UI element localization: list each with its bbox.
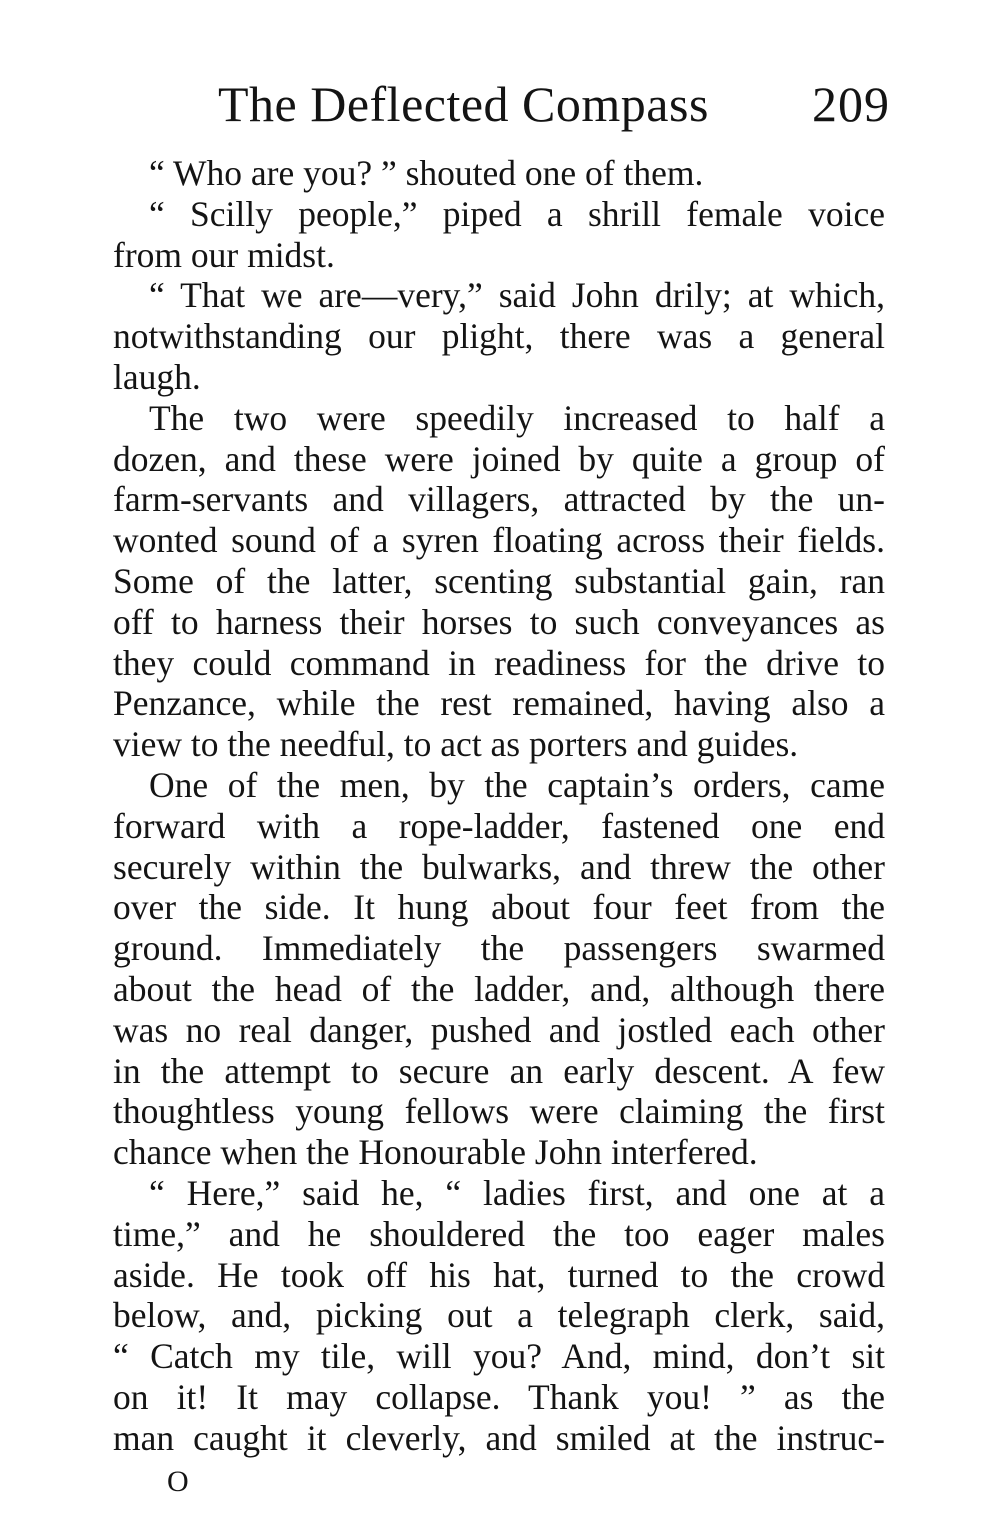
text-line: in the attempt to secure an early descent. A few [113, 1050, 885, 1091]
text-line: “ Here,” said he, “ ladies first, and one at a [149, 1172, 885, 1213]
text-line: farm-servants and villagers, attracted by the un- [113, 479, 885, 520]
text-line: was no real danger, pushed and jostled each other [113, 1009, 885, 1050]
text-line: notwithstanding our plight, there was a general [113, 316, 885, 357]
signature-mark: O [167, 1465, 189, 1498]
text-line: Some of the latter, scenting substantial gain, ran [113, 560, 885, 601]
text-line: time,” and he shouldered the too eager males [113, 1213, 885, 1254]
text-line: “ Who are you? ” shouted one of them. [149, 153, 704, 193]
text-line: One of the men, by the captain’s orders, came [149, 764, 885, 805]
text-line: man caught it cleverly, and smiled at the instruc- [113, 1417, 885, 1458]
text-line: chance when the Honourable John interfered. [113, 1132, 758, 1173]
text-line: aside. He took off his hat, turned to the crowd [113, 1254, 885, 1295]
text-line: wonted sound of a syren floating across their fields. [113, 520, 885, 561]
text-line: about the head of the ladder, and, although there [113, 968, 885, 1009]
text-line: forward with a rope-ladder, fastened one end [113, 805, 885, 846]
text-line: they could command in readiness for the drive to [113, 642, 885, 683]
text-line: ground. Immediately the passengers swarmed [113, 928, 885, 969]
page-number: 209 [812, 76, 890, 132]
text-line: thoughtless young fellows were claiming the first [113, 1091, 885, 1132]
text-line: on it! It may collapse. Thank you! ” as the [113, 1376, 885, 1417]
body-text [113, 153, 885, 1459]
text-line: securely within the bulwarks, and threw the other [113, 846, 885, 887]
text-line: over the side. It hung about four feet from the [113, 887, 885, 928]
text-line: off to harness their horses to such conveyances as [113, 601, 885, 642]
text-line: “ Scilly people,” piped a shrill female voice [149, 193, 885, 234]
running-head [200, 72, 890, 136]
text-line: from our midst. [113, 234, 335, 275]
text-line: “ That we are—very,” said John drily; at which, [149, 275, 885, 316]
text-line: view to the needful, to act as porters and guides. [113, 724, 799, 765]
running-title: The Deflected Compass [218, 76, 709, 132]
text-line: The two were speedily increased to half a [149, 397, 885, 438]
text-line: dozen, and these were joined by quite a group of [113, 438, 885, 479]
text-line: below, and, picking out a telegraph clerk, said, [113, 1295, 885, 1336]
text-line: laugh. [113, 356, 201, 397]
text-line: Penzance, while the rest remained, having also a [113, 683, 885, 724]
text-line: “ Catch my tile, will you? And, mind, don’t sit [113, 1336, 885, 1377]
